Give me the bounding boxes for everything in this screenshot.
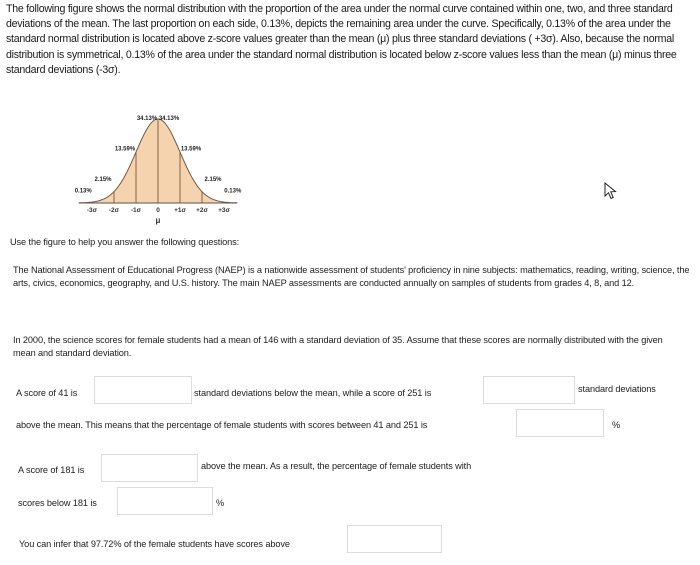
score-statistics-paragraph: In 2000, the science scores for female students had a mean of 146 with a standard deviation of 35. Assume that these scores are normally distributed with the given mean and standard deviation. bbox=[13, 335, 663, 358]
q1-z-below-input[interactable] bbox=[94, 376, 192, 404]
area-percent-label: 2.15% bbox=[94, 176, 112, 183]
sigma-divider-lines bbox=[92, 119, 224, 203]
q3-score-above-input[interactable] bbox=[347, 525, 442, 553]
q1-percent-between-input[interactable] bbox=[516, 409, 604, 437]
area-percent-label: 0.13% bbox=[74, 188, 92, 195]
area-percent-label: 13.59% bbox=[180, 146, 202, 153]
naep-paragraph: The National Assessment of Educational Progress (NAEP) is a nationwide assessment of students' proficiency in nine subjects: mathematics, reading, writing, science, the arts, civics, economics, geography, and U.S. history. The main NAEP assessments are conducted annually on samples of students from grades 4, 8, and 12. bbox=[13, 265, 690, 288]
sigma-tick-label: 0 bbox=[156, 207, 160, 214]
area-percent-label: 34.13% bbox=[158, 115, 180, 122]
q1-z-above-input[interactable] bbox=[483, 376, 575, 404]
mu-label: μ bbox=[155, 216, 161, 225]
q2-prefix: A score of 181 is bbox=[18, 465, 85, 475]
q1-middle: standard deviations below the mean, while a score of 251 is bbox=[194, 388, 432, 398]
sigma-tick-label: -3σ bbox=[86, 207, 98, 214]
q1-prefix: A score of 41 is bbox=[16, 388, 78, 398]
use-figure-instruction: Use the figure to help you answer the following questions: bbox=[10, 237, 240, 247]
q1-percent-sign: % bbox=[612, 420, 621, 430]
q2-sd-above-input[interactable] bbox=[101, 454, 198, 482]
area-percent-label: 34.13% bbox=[136, 115, 158, 122]
sigma-tick-labels bbox=[87, 207, 231, 214]
q2-percent-below-input[interactable] bbox=[117, 487, 213, 515]
area-percent-label: 2.15% bbox=[204, 176, 222, 183]
intro-paragraph: The following figure shows the normal distribution with the proportion of the area under the normal curve contained within one, two, and three standard deviations of the mean. The last proportion on each side, 0.13%, depicts the remaining area under the curve. Specifically, 0.13% of the area under the standard normal distribution is located above z-score values greater than the mean (μ) plus three standard deviations ( +3σ). Also, because the normal distribution is symmetrical, 0.13% of the area under the standard normal distribution is located below z-score values less than the mean (μ) minus three standard deviations (-3σ). bbox=[6, 3, 677, 76]
mouse-pointer-icon bbox=[603, 182, 617, 200]
sigma-tick-label: +1σ bbox=[174, 207, 186, 214]
sigma-tick-label: -1σ bbox=[130, 207, 142, 214]
q2-percent-sign: % bbox=[216, 498, 225, 508]
area-percent-label: 13.59% bbox=[114, 146, 136, 153]
sigma-tick-label: -2σ bbox=[108, 207, 120, 214]
q2-line2: scores below 181 is bbox=[18, 498, 97, 508]
q1-line2: above the mean. This means that the percentage of female students with scores between 41 and 251 is bbox=[16, 420, 428, 430]
area-percent-label: 0.13% bbox=[224, 188, 242, 195]
q2-middle: above the mean. As a result, the percentage of female students with bbox=[201, 461, 472, 471]
q3-prefix: You can infer that 97.72% of the female students have scores above bbox=[19, 539, 290, 549]
sigma-tick-label: +3σ bbox=[218, 207, 230, 214]
q1-suffix: standard deviations bbox=[578, 384, 656, 394]
sigma-tick-label: +2σ bbox=[196, 207, 208, 214]
